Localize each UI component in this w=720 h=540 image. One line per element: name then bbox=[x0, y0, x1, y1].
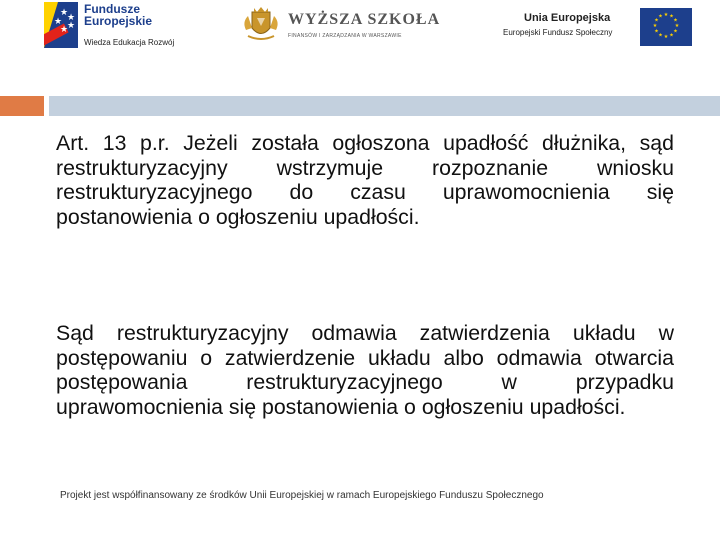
svg-text:★: ★ bbox=[673, 28, 678, 35]
svg-text:★: ★ bbox=[674, 23, 680, 29]
paragraph-sad-restrukturyzacyjny: Sąd restrukturyzacyjny odmawia zatwierdzenia układu w postępowaniu o zatwierdzenie układu albo odmawia otwarcia postępowania restrukturyzacyjnego w przypadku uprawomocnienia się postanowienia o ogłoszeniu upadłości. bbox=[56, 321, 674, 419]
unia-europejska-logo bbox=[500, 8, 695, 48]
svg-text:★: ★ bbox=[669, 13, 674, 20]
svg-text:★: ★ bbox=[652, 23, 658, 29]
footer-cofinancing-note: Projekt jest współfinansowany ze środków Unii Europejskiej w ramach Europejskiego Funduszu Społecznego bbox=[60, 490, 544, 501]
logo-band bbox=[0, 0, 720, 70]
crest-icon bbox=[240, 6, 282, 42]
svg-text:★: ★ bbox=[669, 32, 674, 39]
school-subtitle: FINANSÓW I ZARZĄDZANIA W WARSZAWIE bbox=[288, 33, 402, 39]
accent-bar-gray bbox=[49, 96, 720, 116]
svg-text:★: ★ bbox=[654, 17, 659, 24]
paragraph-art-13: Art. 13 p.r. Jeżeli została ogłoszona upadłość dłużnika, sąd restrukturyzacyjny wstrzymuje rozpoznanie wniosku restrukturyzacyjnego do czasu uprawomocnienia się postanowienia o ogłoszeniu upadłości. bbox=[56, 131, 674, 229]
fundusze-flag-icon: ★ ★ ★ ★ ★ bbox=[44, 2, 78, 48]
svg-text:★: ★ bbox=[654, 28, 659, 35]
svg-text:★: ★ bbox=[663, 12, 669, 18]
svg-text:★: ★ bbox=[673, 17, 678, 24]
accent-bar-orange bbox=[0, 96, 44, 116]
wyzsza-szkola-logo bbox=[240, 6, 440, 46]
school-title: WYŻSZA SZKOŁA bbox=[288, 11, 441, 28]
fundusze-europejskie-logo bbox=[44, 2, 204, 52]
svg-text:★: ★ bbox=[658, 32, 663, 39]
svg-text:★: ★ bbox=[658, 13, 663, 20]
fundusze-title: Fundusze Europejskie bbox=[84, 2, 153, 28]
svg-text:★: ★ bbox=[663, 34, 669, 40]
ue-subtitle: Europejski Fundusz Społeczny bbox=[503, 28, 613, 37]
ue-title: Unia Europejska bbox=[524, 12, 611, 24]
fundusze-subtitle: Wiedza Edukacja Rozwój bbox=[84, 38, 175, 47]
eu-flag-icon bbox=[640, 8, 692, 46]
